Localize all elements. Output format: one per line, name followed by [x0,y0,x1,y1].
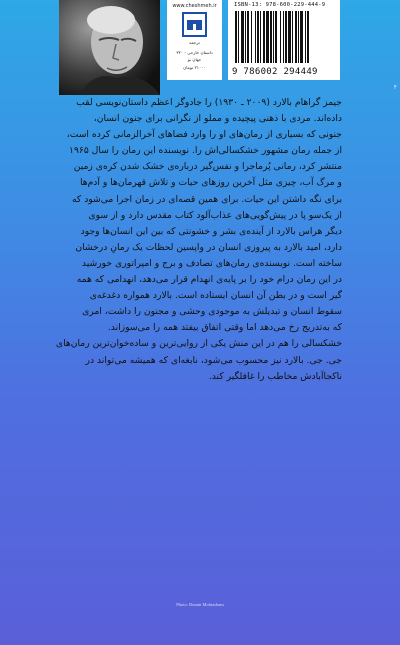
isbn-number: 9 786002 294449 [232,67,318,77]
blurb-line: گیر است و در بطن آن انسان ایستاده است. بالارد همواره دغدغه‌ی [89,290,342,302]
blurb-line: در این رمان درام خود را بر پایه‌ی انهدام قرار می‌دهد، انهدامی که همه [76,274,342,286]
barcode-icon [235,11,335,63]
back-cover-blurb [44,95,342,385]
blurb-line: سقوط انسان و تبدیلش به موجودی وحشی و مجنون را داشت، امری [82,306,342,318]
blurb-line: خشکسالی را هم در این منش یکی از روایی‌ترین و ساده‌خوان‌ترین رمان‌های [55,338,342,350]
blurb-line: داده‌اند. مردی با ذهنی پیچیده و مملو از نگرانی برای جنون انسان، [93,113,342,125]
author-portrait-image [59,0,160,95]
publisher-line: جهان نو [187,57,202,62]
publisher-line: ترجمه [189,40,200,45]
price-label: ۲۱۰۰۰ تومان [183,65,206,70]
blurb-line: دیگر هراس بالارد از آینده‌ی بشر و خشونتی که بین این انسان‌ها وجود [80,225,342,237]
blurb-line: که به‌تدریج رخ می‌دهد اما وقتی اتفاق بیفتد همه را می‌سوزاند. [107,322,342,334]
blurb-line: و مرگ آب، چیزی مثل آخرین روزهای حیات و تلاش قهرمان‌ها و آدم‌ها [79,177,342,189]
side-mark: ۴ [393,84,397,91]
author-photo [59,0,160,95]
isbn-barcode [228,0,340,80]
publisher-logo-box [167,0,222,80]
publisher-url: www.cheshmeh.ir [172,3,217,9]
blurb-line: جیمز گراهام بالارد (۲۰۰۹ ـ ۱۹۳۰) را جادوگر اعظم داستان‌نویسی لقب [76,97,342,108]
blurb-line: از جمله رمان مشهور خشکسالی‌اش را. نویسنده این رمان را سال ۱۹۶۵ [69,145,342,157]
blurb-line: ناکجاآبادش مخاطب را غافلگیر کند. [208,370,342,382]
blurb-line: از یک‌سو پا در پیش‌گویی‌های عذاب‌آلود کتاب مقدس دارد و از سوی [88,209,342,221]
publisher-logo-icon [182,12,207,37]
blurb-line: منتشر کرد، رمانی پُرماجرا و نفس‌گیر درباره‌ی خشک شدن کره‌ی زمین [73,161,342,173]
blurb-line: جنونی که بسیاری از رمان‌های او را وارد فضاهای آخرالزمانی کرده است، [66,129,342,141]
blurb-line: برای نگه داشتن این حیات. برای همین قصه‌ای در زمان اجرا می‌شود که [71,193,342,205]
blurb-line: دارد، امید بالارد به پیروزی انسان در واپسین لحظات یک رمانِ درخشان [75,241,342,253]
blurb-line: جی. جی. بالارد نیز محسوب می‌شود، نابغه‌ای که همیشه می‌تواند در [85,354,342,366]
photo-credit: Photo: Romin Mohtasham [176,602,224,607]
blurb-line: ساخته است. نویسنده‌ی رمان‌های تصادف و برج و امپراتوری خورشید [81,257,342,269]
isbn-label: ISBN-13: 978-600-229-444-9 [234,2,326,8]
publisher-line: داستان خارجی - ۳۲۰ [176,50,213,55]
